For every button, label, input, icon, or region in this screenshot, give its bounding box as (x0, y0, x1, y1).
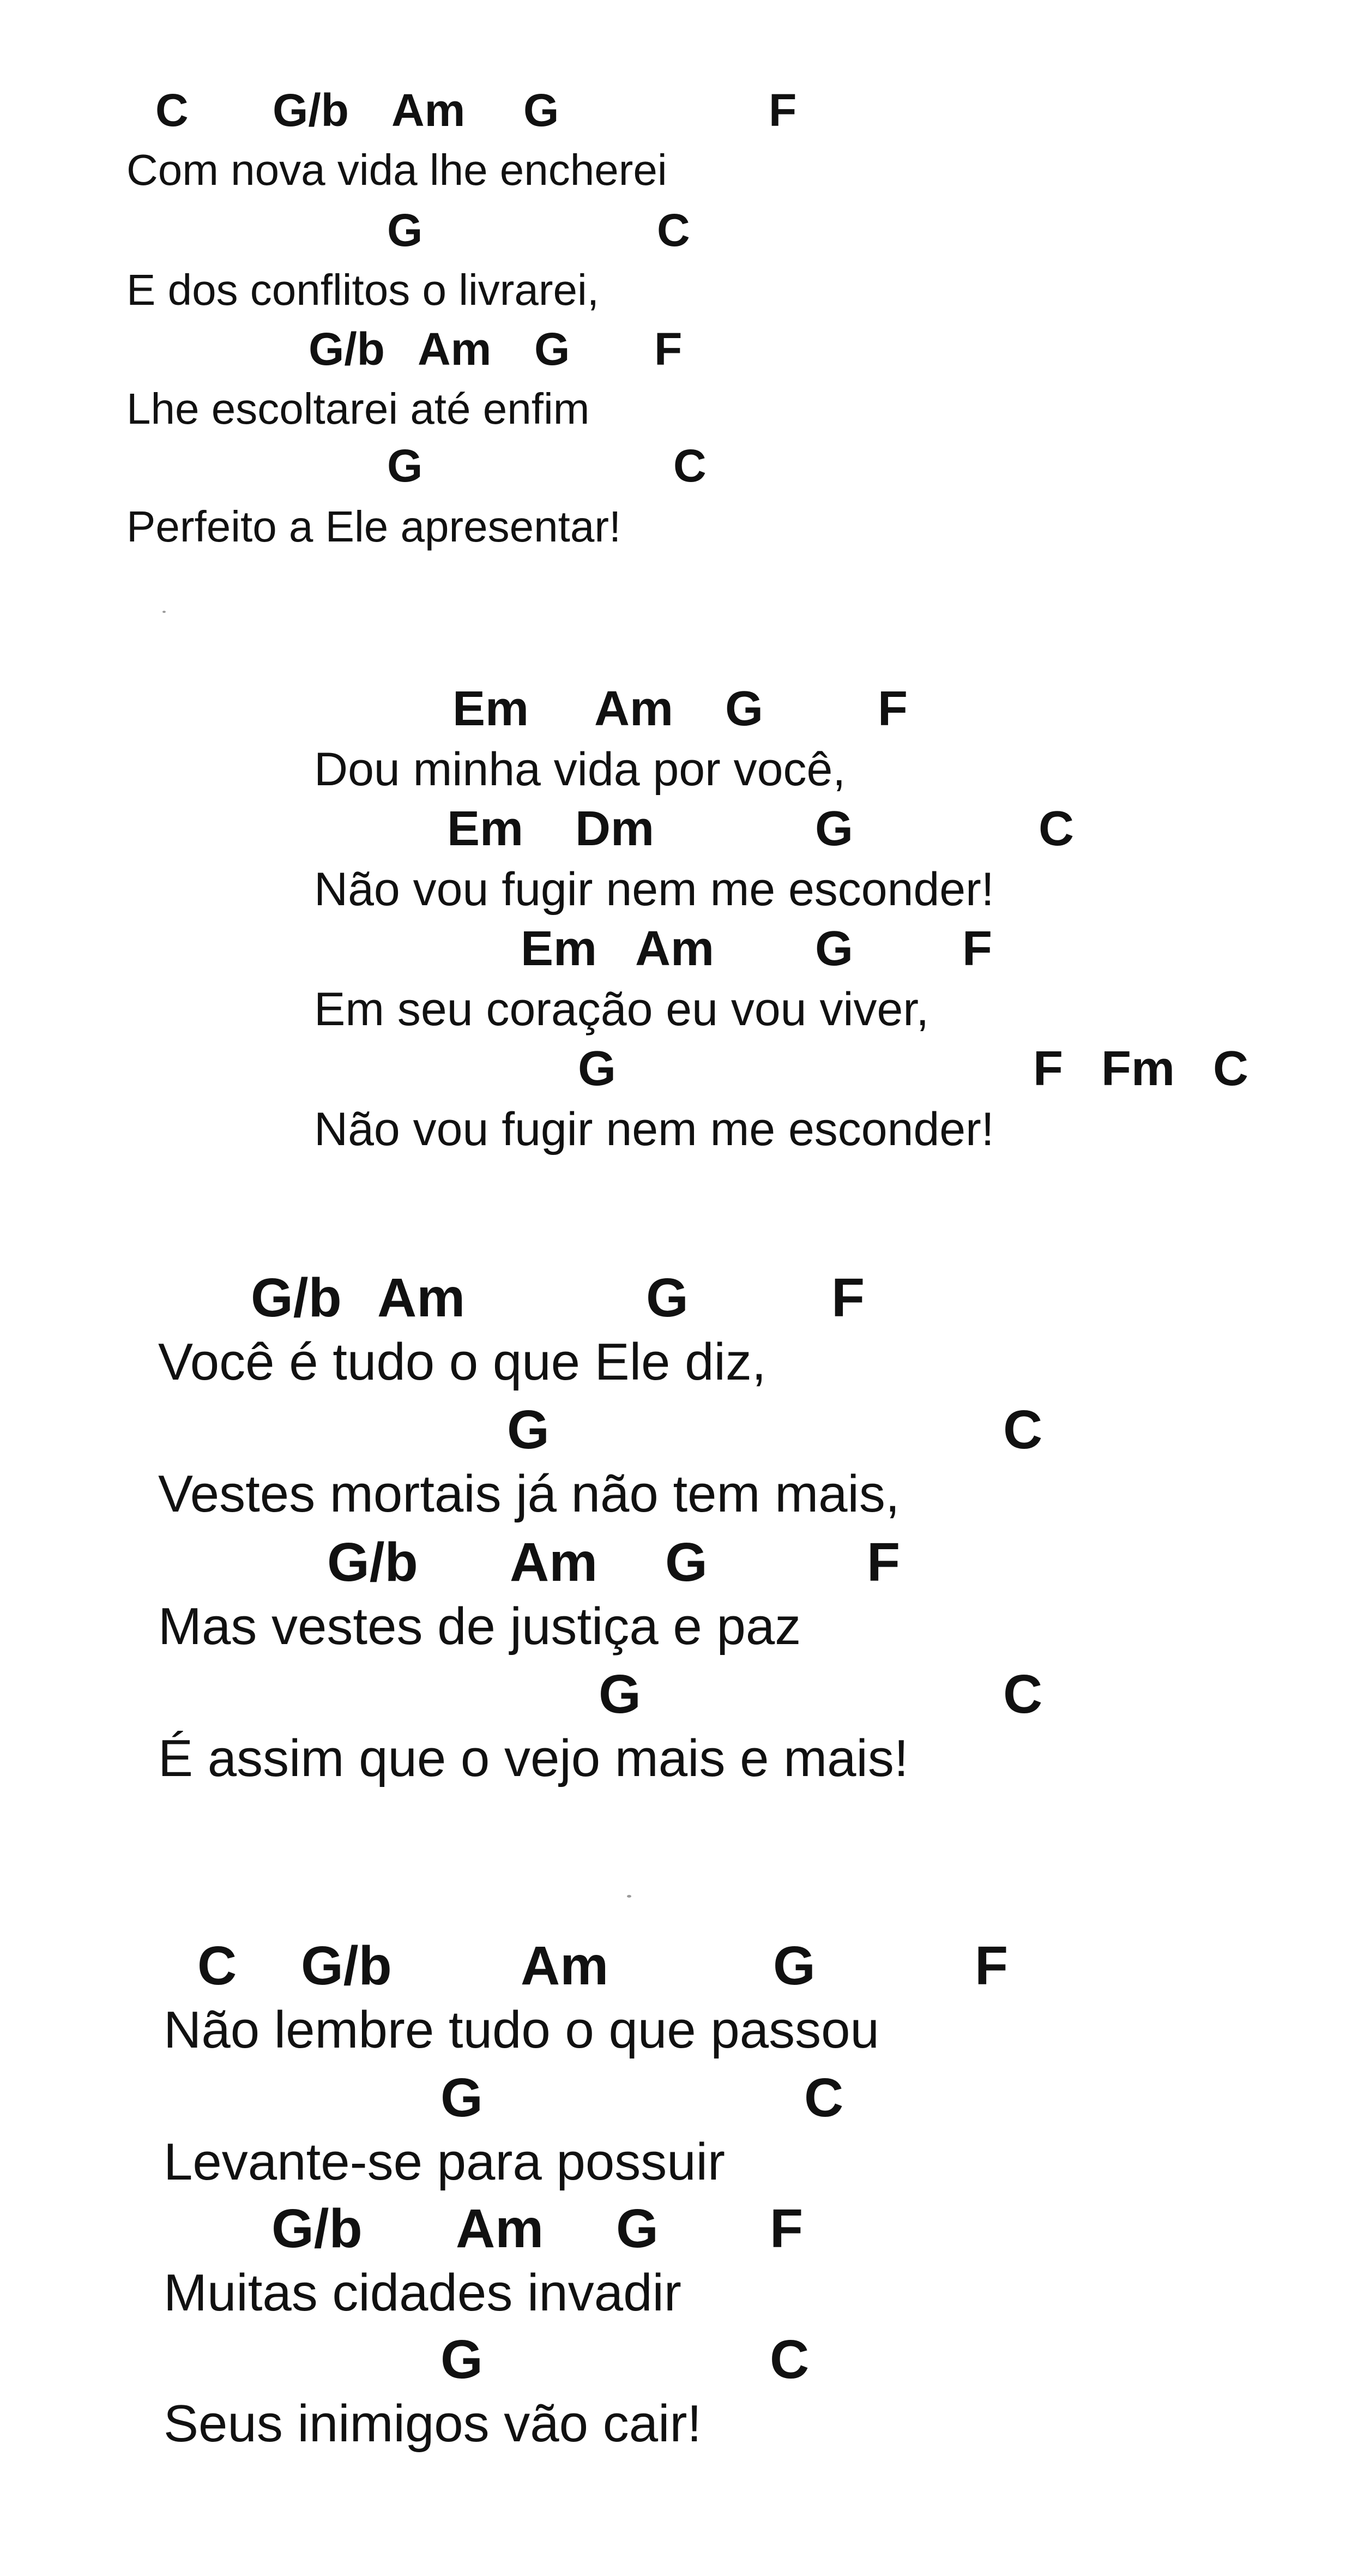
chord: G (646, 1267, 689, 1328)
chord: Em (521, 922, 597, 976)
chord: C (155, 85, 189, 136)
chord: G (387, 204, 423, 256)
chord: G/b (271, 2198, 363, 2259)
chord: F (769, 85, 797, 136)
chord: F (878, 682, 908, 736)
lyric-line: Não vou fugir nem me esconder! (314, 1103, 994, 1155)
lyric-line: E dos conflitos o livrarei, (126, 266, 600, 314)
lyric-line: Muitas cidades invadir (164, 2264, 681, 2322)
chord: G/b (309, 323, 385, 375)
chord: Am (635, 922, 715, 976)
lyric-line: Seus inimigos vão cair! (164, 2394, 702, 2453)
chord: Am (510, 1532, 598, 1593)
chord: G (725, 682, 764, 736)
chord: G (523, 85, 559, 136)
lyric-line: É assim que o vejo mais e mais! (158, 1729, 909, 1787)
chord: G (773, 1935, 816, 1996)
chord: C (1003, 1664, 1043, 1725)
chord: F (962, 922, 992, 976)
chord: Am (391, 85, 466, 136)
chord: Am (594, 682, 674, 736)
lyric-line: Mas vestes de justiça e paz (158, 1597, 801, 1656)
chord: Am (418, 323, 492, 375)
chord: C (197, 1935, 237, 1996)
chord: F (770, 2198, 804, 2259)
chord: G (815, 922, 854, 976)
chord: Fm (1101, 1042, 1175, 1096)
chord: F (654, 323, 683, 375)
chord: G (534, 323, 570, 375)
chord: C (1039, 802, 1074, 856)
chord: F (975, 1935, 1009, 1996)
lyric-line: Perfeito a Ele apresentar! (126, 502, 621, 551)
chord: F (831, 1267, 865, 1328)
chord: G (599, 1664, 641, 1725)
chord: G (440, 2329, 483, 2390)
chord: Em (447, 802, 524, 856)
chord: F (867, 1532, 901, 1593)
scan-speck (627, 1895, 631, 1898)
chord: Am (377, 1267, 466, 1328)
chord: G (440, 2067, 483, 2128)
scan-speck (162, 611, 166, 613)
lyric-line: Você é tudo o que Ele diz, (158, 1333, 766, 1391)
chord: G/b (273, 85, 349, 136)
chord: G (616, 2198, 659, 2259)
chord: G (507, 1399, 550, 1460)
chord: Am (456, 2198, 544, 2259)
chord: F (1033, 1042, 1063, 1096)
chord: Em (452, 682, 529, 736)
chord: G (815, 802, 854, 856)
chord: G (578, 1042, 617, 1096)
lyric-line: Em seu coração eu vou viver, (314, 983, 930, 1036)
chord: C (657, 204, 690, 256)
chord: Am (521, 1935, 609, 1996)
chord: Dm (575, 802, 655, 856)
chord: G (665, 1532, 708, 1593)
lyric-line: Dou minha vida por você, (314, 743, 846, 796)
lyric-line: Levante-se para possuir (164, 2133, 725, 2191)
lyric-line: Não lembre tudo o que passou (164, 2001, 879, 2059)
chord: G/b (327, 1532, 418, 1593)
lyric-line: Vestes mortais já não tem mais, (158, 1465, 900, 1523)
chord: C (673, 440, 707, 491)
chord: G (387, 440, 423, 491)
chord: C (1213, 1042, 1248, 1096)
lyric-line: Lhe escoltarei até enfim (126, 384, 590, 433)
lyric-line: Com nova vida lhe encherei (126, 146, 667, 194)
chord: G/b (251, 1267, 342, 1328)
chord: C (804, 2067, 844, 2128)
lyric-line: Não vou fugir nem me esconder! (314, 863, 994, 916)
chord: G/b (301, 1935, 392, 1996)
chord: C (770, 2329, 810, 2390)
chord: C (1003, 1399, 1043, 1460)
